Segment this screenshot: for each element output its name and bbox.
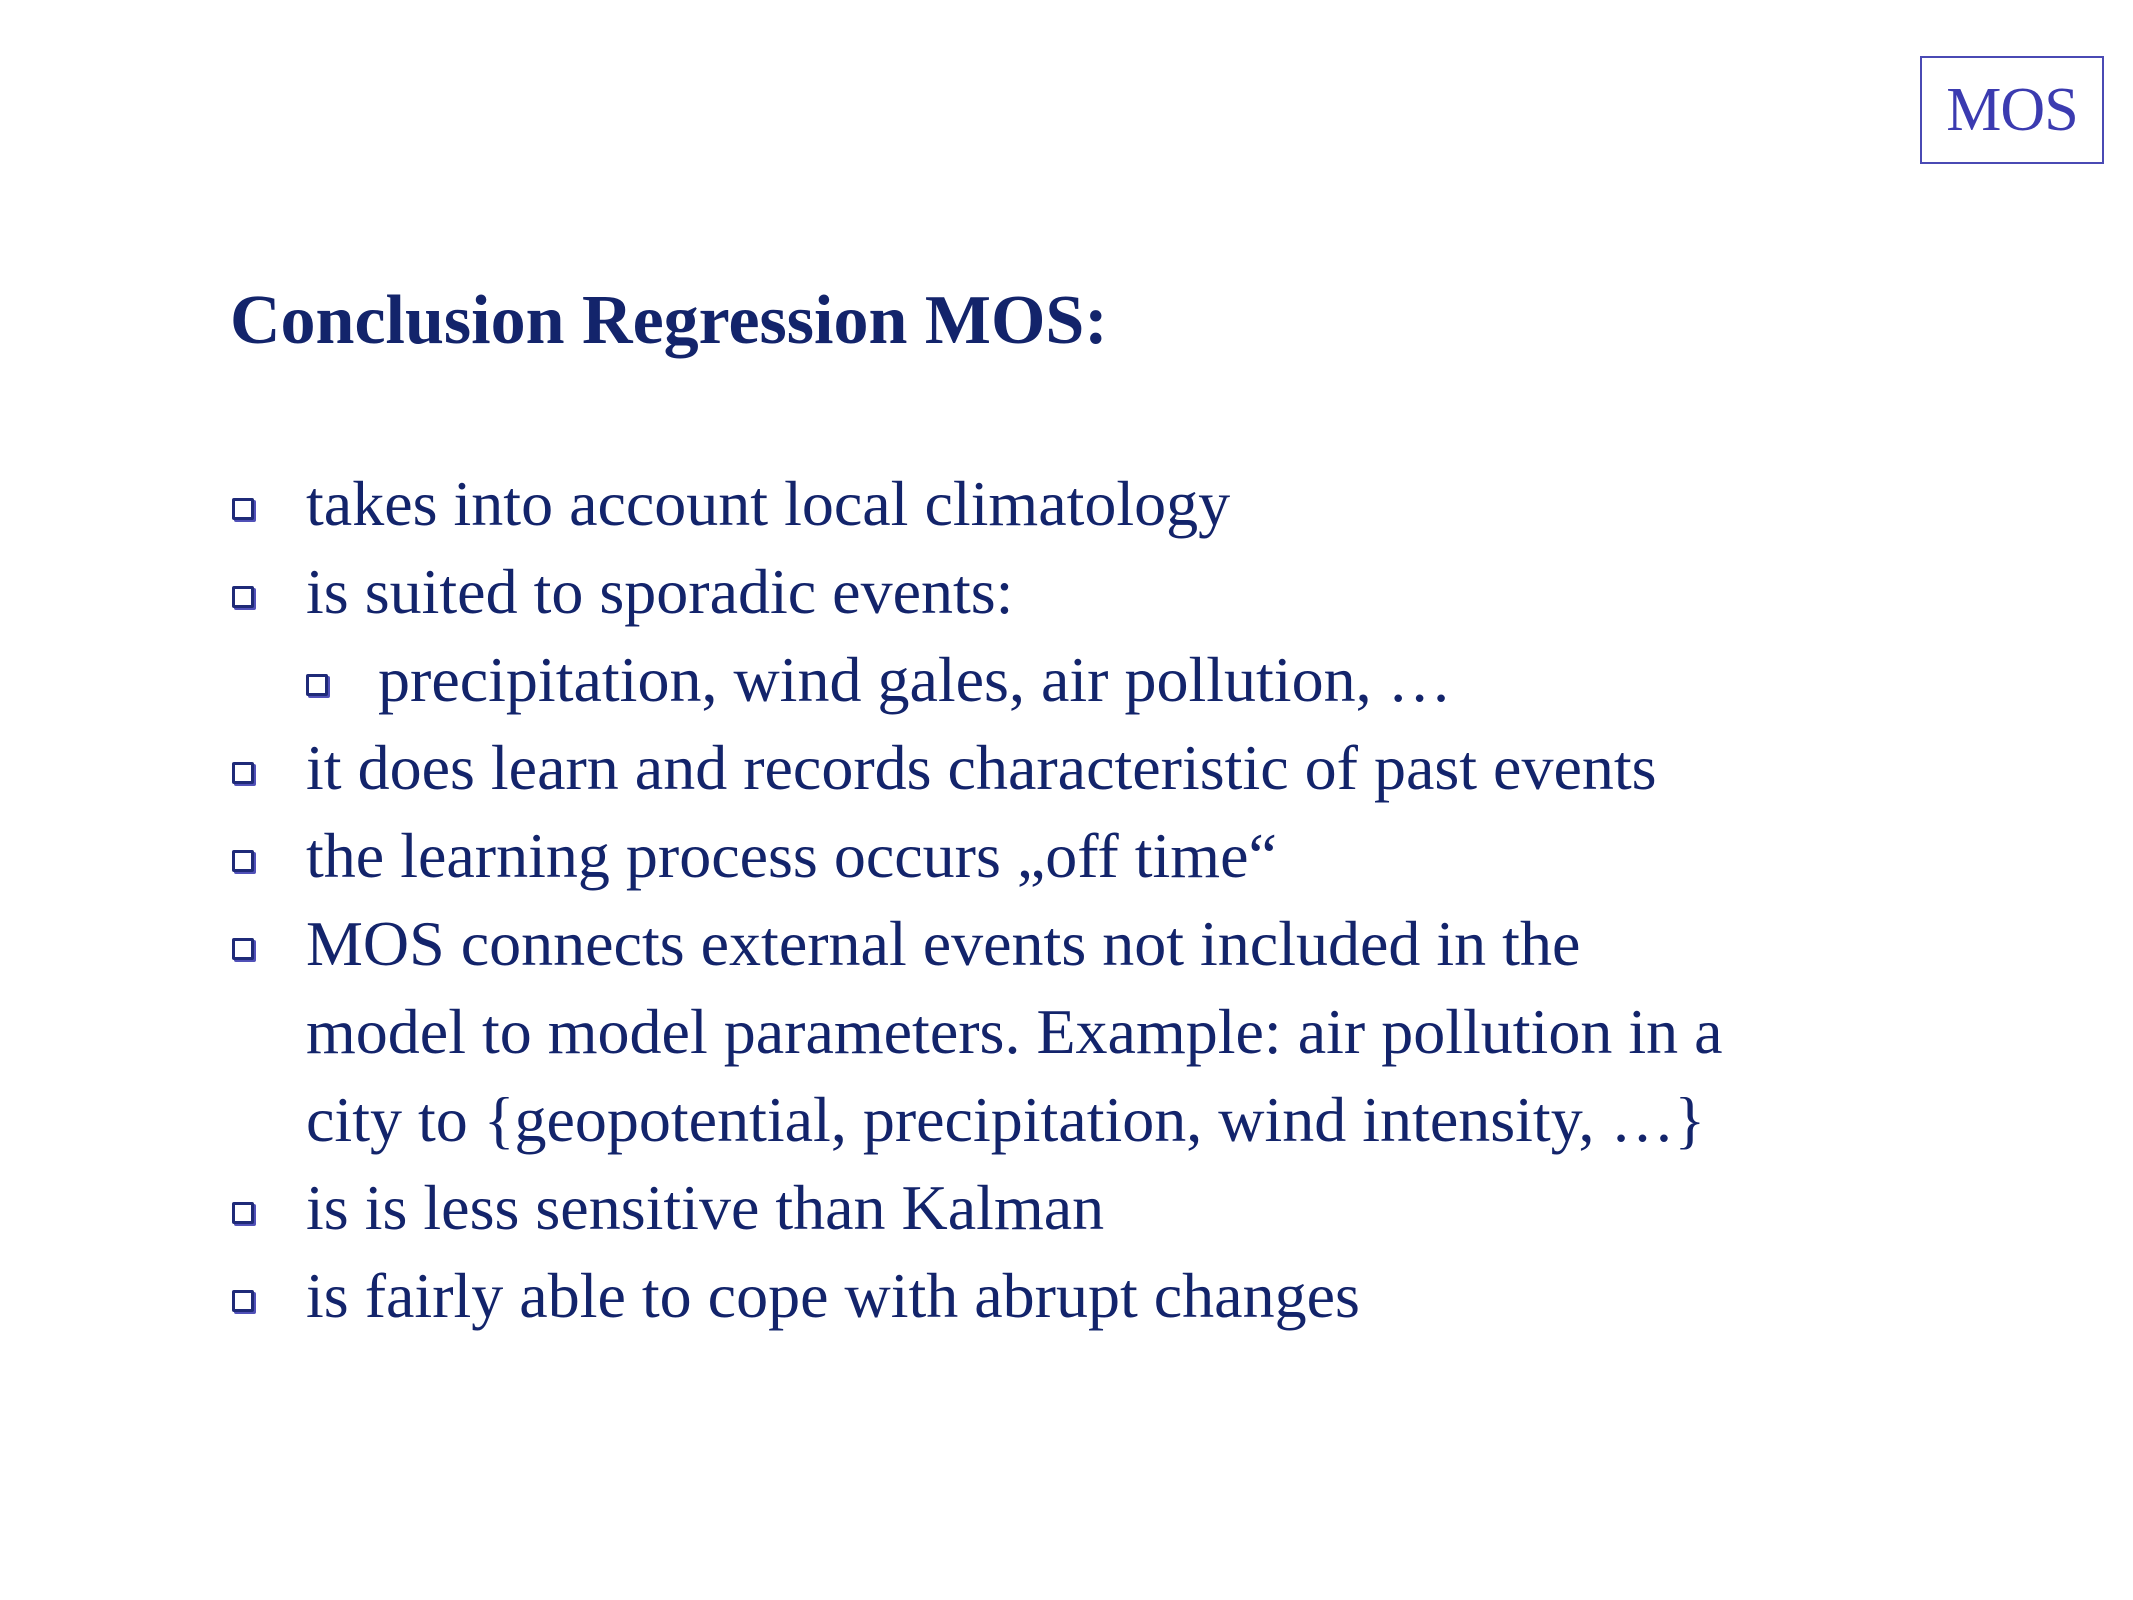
- bullet-text: is is less sensitive than Kalman: [306, 1172, 1105, 1243]
- square-bullet-icon: [232, 938, 254, 960]
- bullet-text: is fairly able to cope with abrupt changes: [306, 1260, 1360, 1331]
- square-bullet-icon: [232, 762, 254, 784]
- slide-title: Conclusion Regression MOS:: [230, 282, 1108, 359]
- corner-tag: MOS: [1920, 56, 2104, 164]
- bullet-text-line: MOS connects external events not included in the: [306, 908, 1581, 979]
- square-bullet-icon: [232, 1202, 254, 1224]
- bullet-text-line: city to {geopotential, precipitation, wind intensity, …}: [306, 1084, 1706, 1155]
- square-bullet-icon: [232, 850, 254, 872]
- bullet-text: is suited to sporadic events:: [306, 556, 1014, 627]
- bullet-text: the learning process occurs „off time“: [306, 820, 1277, 891]
- bullet-text-line: model to model parameters. Example: air pollution in a: [306, 996, 1723, 1067]
- square-bullet-icon: [232, 1290, 254, 1312]
- square-bullet-icon: [306, 674, 328, 696]
- bullet-text: it does learn and records characteristic of past events: [306, 732, 1657, 803]
- bullet-text: takes into account local climatology: [306, 468, 1231, 539]
- square-bullet-icon: [232, 498, 254, 520]
- bullet-text: precipitation, wind gales, air pollution, …: [378, 644, 1452, 715]
- bullet-text: [306, 900, 1723, 1164]
- square-bullet-icon: [232, 586, 254, 608]
